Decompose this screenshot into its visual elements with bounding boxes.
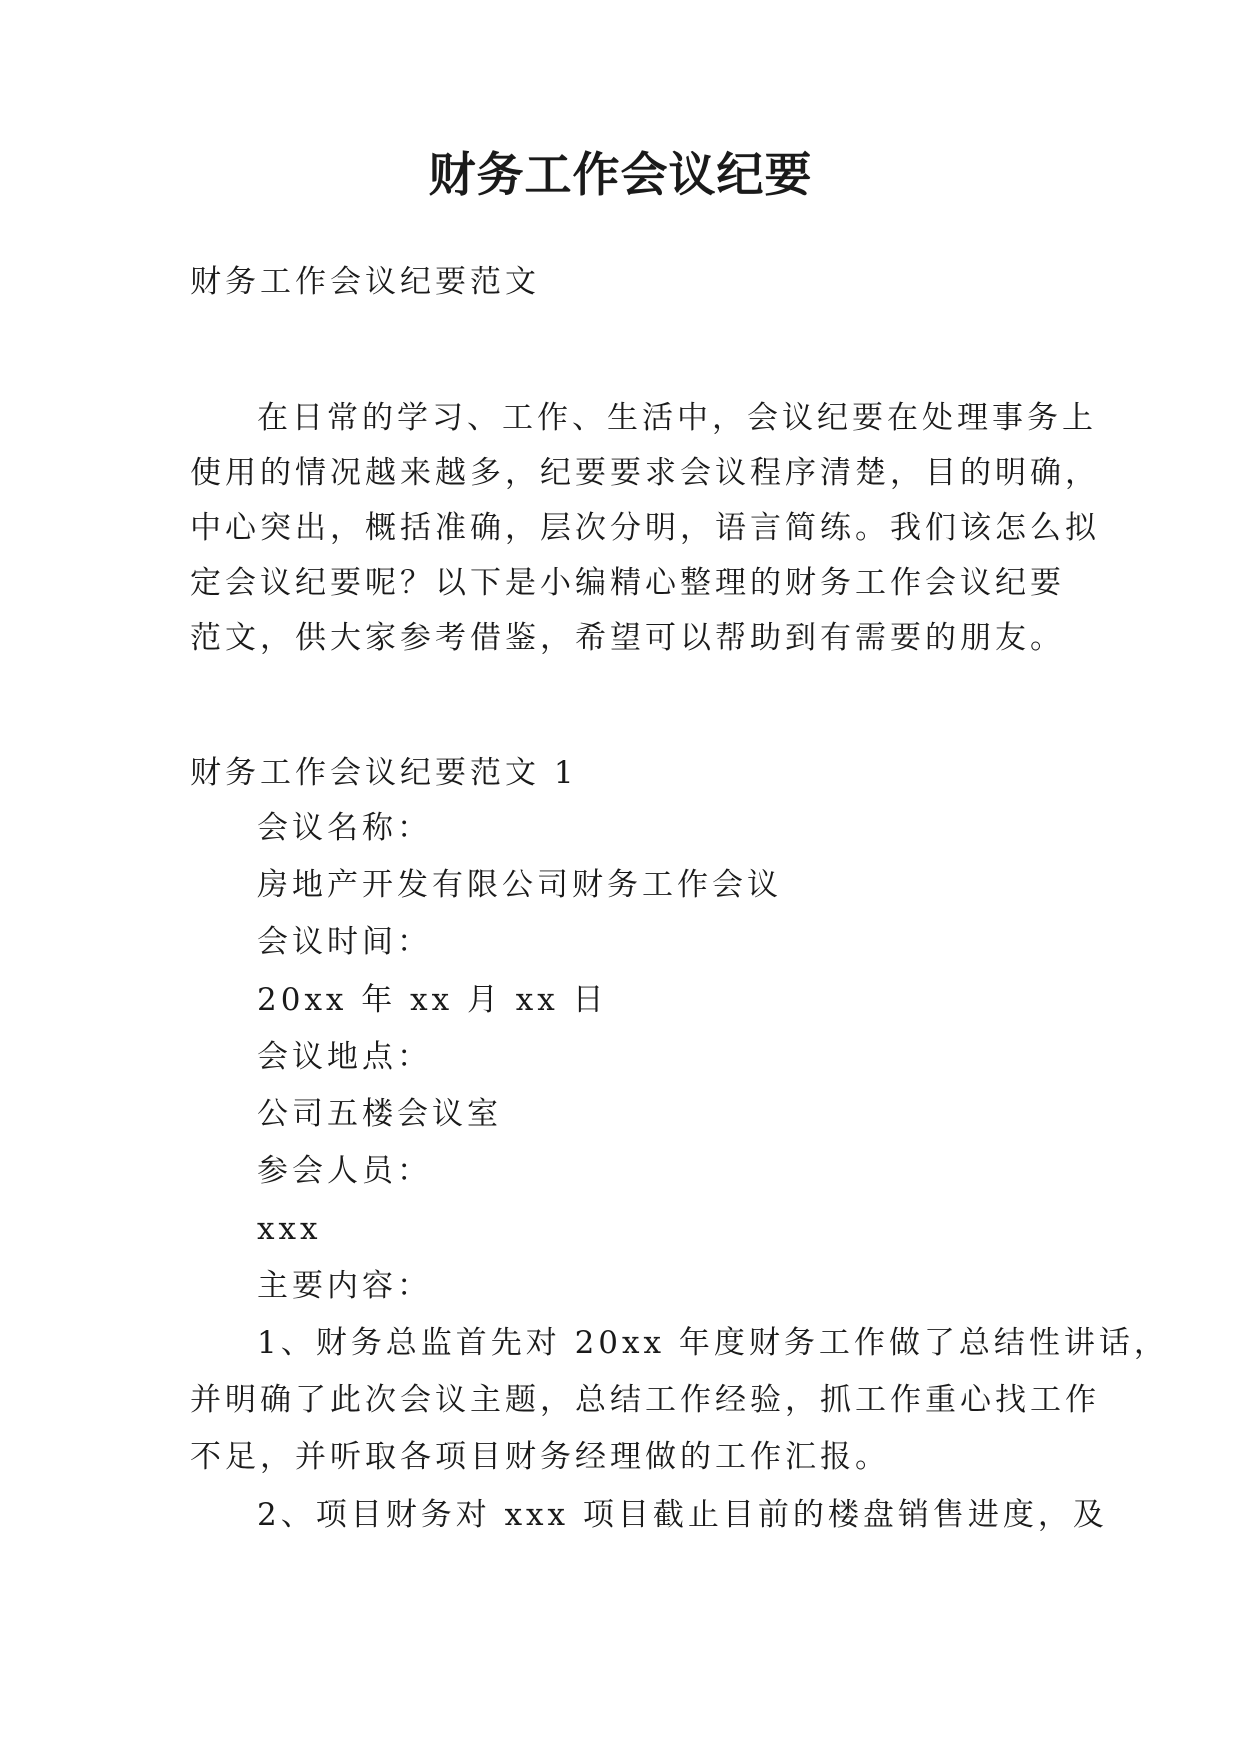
paragraph-line: 在日常的学习、工作、生活中，会议纪要在处理事务上: [257, 400, 1097, 436]
field-label-main-content: 主要内容：: [257, 1268, 432, 1304]
field-label-attendees: 参会人员：: [257, 1153, 432, 1189]
document-subtitle: 财务工作会议纪要范文: [190, 264, 540, 300]
paragraph-line: 2、项目财务对 xxx 项目截止目前的楼盘销售进度，及: [257, 1497, 1108, 1533]
field-label-meeting-time: 会议时间：: [257, 924, 432, 960]
field-value-meeting-name: 房地产开发有限公司财务工作会议: [257, 867, 782, 903]
paragraph-line: 并明确了此次会议主题，总结工作经验，抓工作重心找工作: [190, 1382, 1100, 1418]
document-title: 财务工作会议纪要: [428, 148, 813, 203]
paragraph-line: 1、财务总监首先对 20xx 年度财务工作做了总结性讲话，: [257, 1325, 1169, 1361]
field-value-meeting-time: 20xx 年 xx 月 xx 日: [257, 982, 608, 1018]
section-heading: 财务工作会议纪要范文 1: [190, 755, 578, 791]
paragraph-line: 不足，并听取各项目财务经理做的工作汇报。: [190, 1439, 890, 1475]
field-label-meeting-name: 会议名称：: [257, 810, 432, 846]
field-value-attendees: xxx: [257, 1211, 322, 1247]
paragraph-line: 范文，供大家参考借鉴，希望可以帮助到有需要的朋友。: [190, 620, 1065, 656]
field-value-meeting-location: 公司五楼会议室: [257, 1096, 502, 1132]
paragraph-line: 定会议纪要呢？以下是小编精心整理的财务工作会议纪要: [190, 565, 1065, 601]
field-label-meeting-location: 会议地点：: [257, 1039, 432, 1075]
paragraph-line: 使用的情况越来越多，纪要要求会议程序清楚，目的明确，: [190, 455, 1100, 491]
paragraph-line: 中心突出，概括准确，层次分明，语言简练。我们该怎么拟: [190, 510, 1100, 546]
